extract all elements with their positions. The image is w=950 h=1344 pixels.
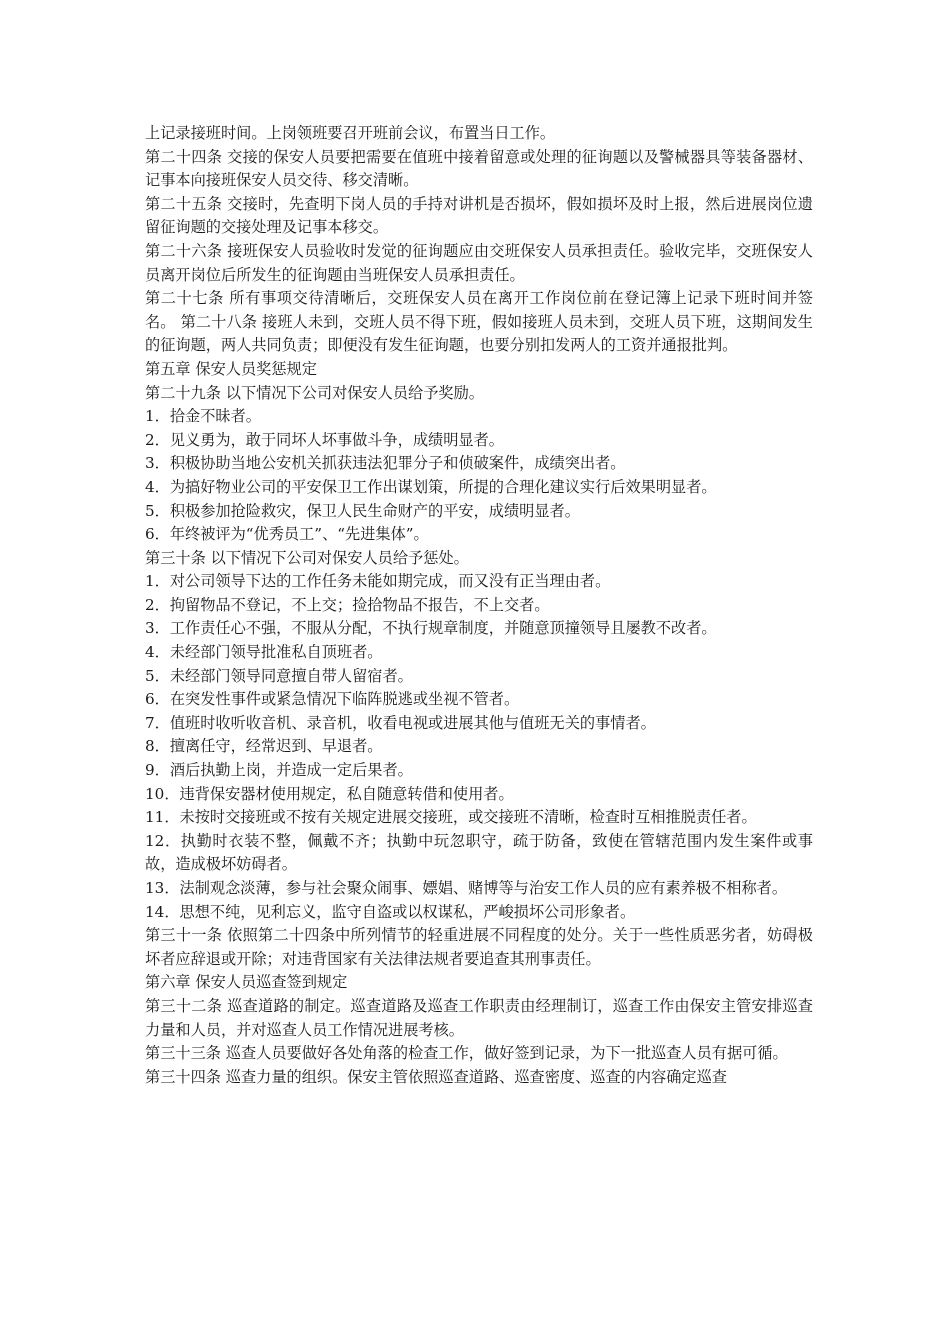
document-page bbox=[145, 122, 813, 1089]
chapter-heading: 第五章 保安人员奖惩规定 bbox=[145, 359, 317, 378]
list-item: 1．对公司领导下达的工作任务未能如期完成，而又没有正当理由者。 bbox=[145, 572, 611, 591]
list-item: 2．拘留物品不登记，不上交；捡拾物品不报告，不上交者。 bbox=[145, 595, 550, 614]
list-item: 7．值班时收听收音机、录音机，收看电视或进展其他与值班无关的事情者。 bbox=[145, 713, 656, 732]
list-item: 13．法制观念淡薄，参与社会聚众闹事、嫖娼、赌博等与治安工作人员的应有素养极不相称者。 bbox=[145, 879, 788, 897]
paragraph: 第三十四条 巡查力量的组织。保安主管依照巡查道路、巡查密度、巡查的内容确定巡查 bbox=[145, 1067, 727, 1086]
paragraph: 第三十二条 巡查道路的制定。巡查道路及巡查工作职责由经理制订，巡查工作由保安主管安排巡查力量和人员，并对巡查人员工作情况进展考核。 bbox=[145, 996, 813, 1039]
paragraph: 第二十七条 所有事项交待清晰后，交班保安人员在离开工作岗位前在登记簿上记录下班时间并签名。 第二十八条 接班人未到，交班人员不得下班，假如接班人员未到，交班人员下班，这期间发生的征询题，两人共同负责；即便没有发生征询题，也要分别扣发两人的工资并通报批判。 bbox=[145, 289, 813, 355]
paragraph: 第二十五条 交接时，先查明下岗人员的手持对讲机是否损坏，假如损坏及时上报，然后进展岗位遗留征询题的交接处理及记事本移交。 bbox=[145, 194, 813, 237]
list-item: 4．未经部门领导批准私自顶班者。 bbox=[145, 643, 383, 662]
list-item: 10．违背保安器材使用规定，私自随意转借和使用者。 bbox=[145, 784, 514, 803]
paragraph: 第二十九条 以下情况下公司对保安人员给予奖励。 bbox=[145, 383, 484, 402]
chapter-heading: 第六章 保安人员巡查签到规定 bbox=[145, 973, 348, 992]
paragraph: 第二十六条 接班保安人员验收时发觉的征询题应由交班保安人员承担责任。验收完毕，交班保安人员离开岗位后所发生的征询题由当班保安人员承担责任。 bbox=[145, 241, 813, 284]
list-item: 5．积极参加抢险救灾，保卫人民生命财产的平安，成绩明显者。 bbox=[145, 501, 580, 520]
list-item: 9．酒后执勤上岗，并造成一定后果者。 bbox=[145, 761, 413, 780]
paragraph: 上记录接班时间。上岗领班要召开班前会议，布置当日工作。 bbox=[145, 124, 556, 142]
list-item: 6．在突发性事件或紧急情况下临阵脱逃或坐视不管者。 bbox=[145, 690, 520, 709]
paragraph: 第三十三条 巡查人员要做好各处角落的检查工作，做好签到记录，为下一批巡查人员有据可循。 bbox=[145, 1044, 788, 1063]
list-item: 3．工作责任心不强，不服从分配，不执行规章制度，并随意顶撞领导且屡教不改者。 bbox=[145, 619, 717, 638]
paragraph: 第三十一条 依照第二十四条中所列情节的轻重进展不同程度的处分。关于一些性质恶劣者，妨碍极坏者应辞退或开除；对违背国家有关法律法规者要追查其刑事责任。 bbox=[145, 926, 813, 968]
list-item: 4．为搞好物业公司的平安保卫工作出谋划策，所提的合理化建议实行后效果明显者。 bbox=[145, 477, 717, 496]
list-item: 5．未经部门领导同意擅自带人留宿者。 bbox=[145, 666, 413, 685]
list-item: 2．见义勇为，敢于同坏人坏事做斗争，成绩明显者。 bbox=[145, 430, 504, 449]
list-item: 3．积极协助当地公安机关抓获违法犯罪分子和侦破案件，成绩突出者。 bbox=[145, 454, 626, 473]
paragraph: 第二十四条 交接的保安人员要把需要在值班中接着留意或处理的征询题以及警械器具等装备器材、记事本向接班保安人员交待、移交清晰。 bbox=[145, 147, 813, 190]
list-item: 1．拾金不昧者。 bbox=[145, 407, 261, 426]
list-item: 8．擅离任守，经常迟到、早退者。 bbox=[145, 737, 383, 756]
list-item: 12．执勤时衣装不整，佩戴不齐；执勤中玩忽职守，疏于防备，致使在管辖范围内发生案件或事故，造成极坏妨碍者。 bbox=[145, 831, 813, 874]
list-item: 14．思想不纯，见利忘义，监守自盗或以权谋私，严峻损坏公司形象者。 bbox=[145, 902, 636, 921]
paragraph: 第三十条 以下情况下公司对保安人员给予惩处。 bbox=[145, 548, 469, 567]
list-item: 6．年终被评为“优秀员工”、“先进集体”。 bbox=[145, 525, 429, 544]
list-item: 11．未按时交接班或不按有关规定进展交接班，或交接班不清晰，检查时互相推脱责任者。 bbox=[145, 808, 757, 827]
